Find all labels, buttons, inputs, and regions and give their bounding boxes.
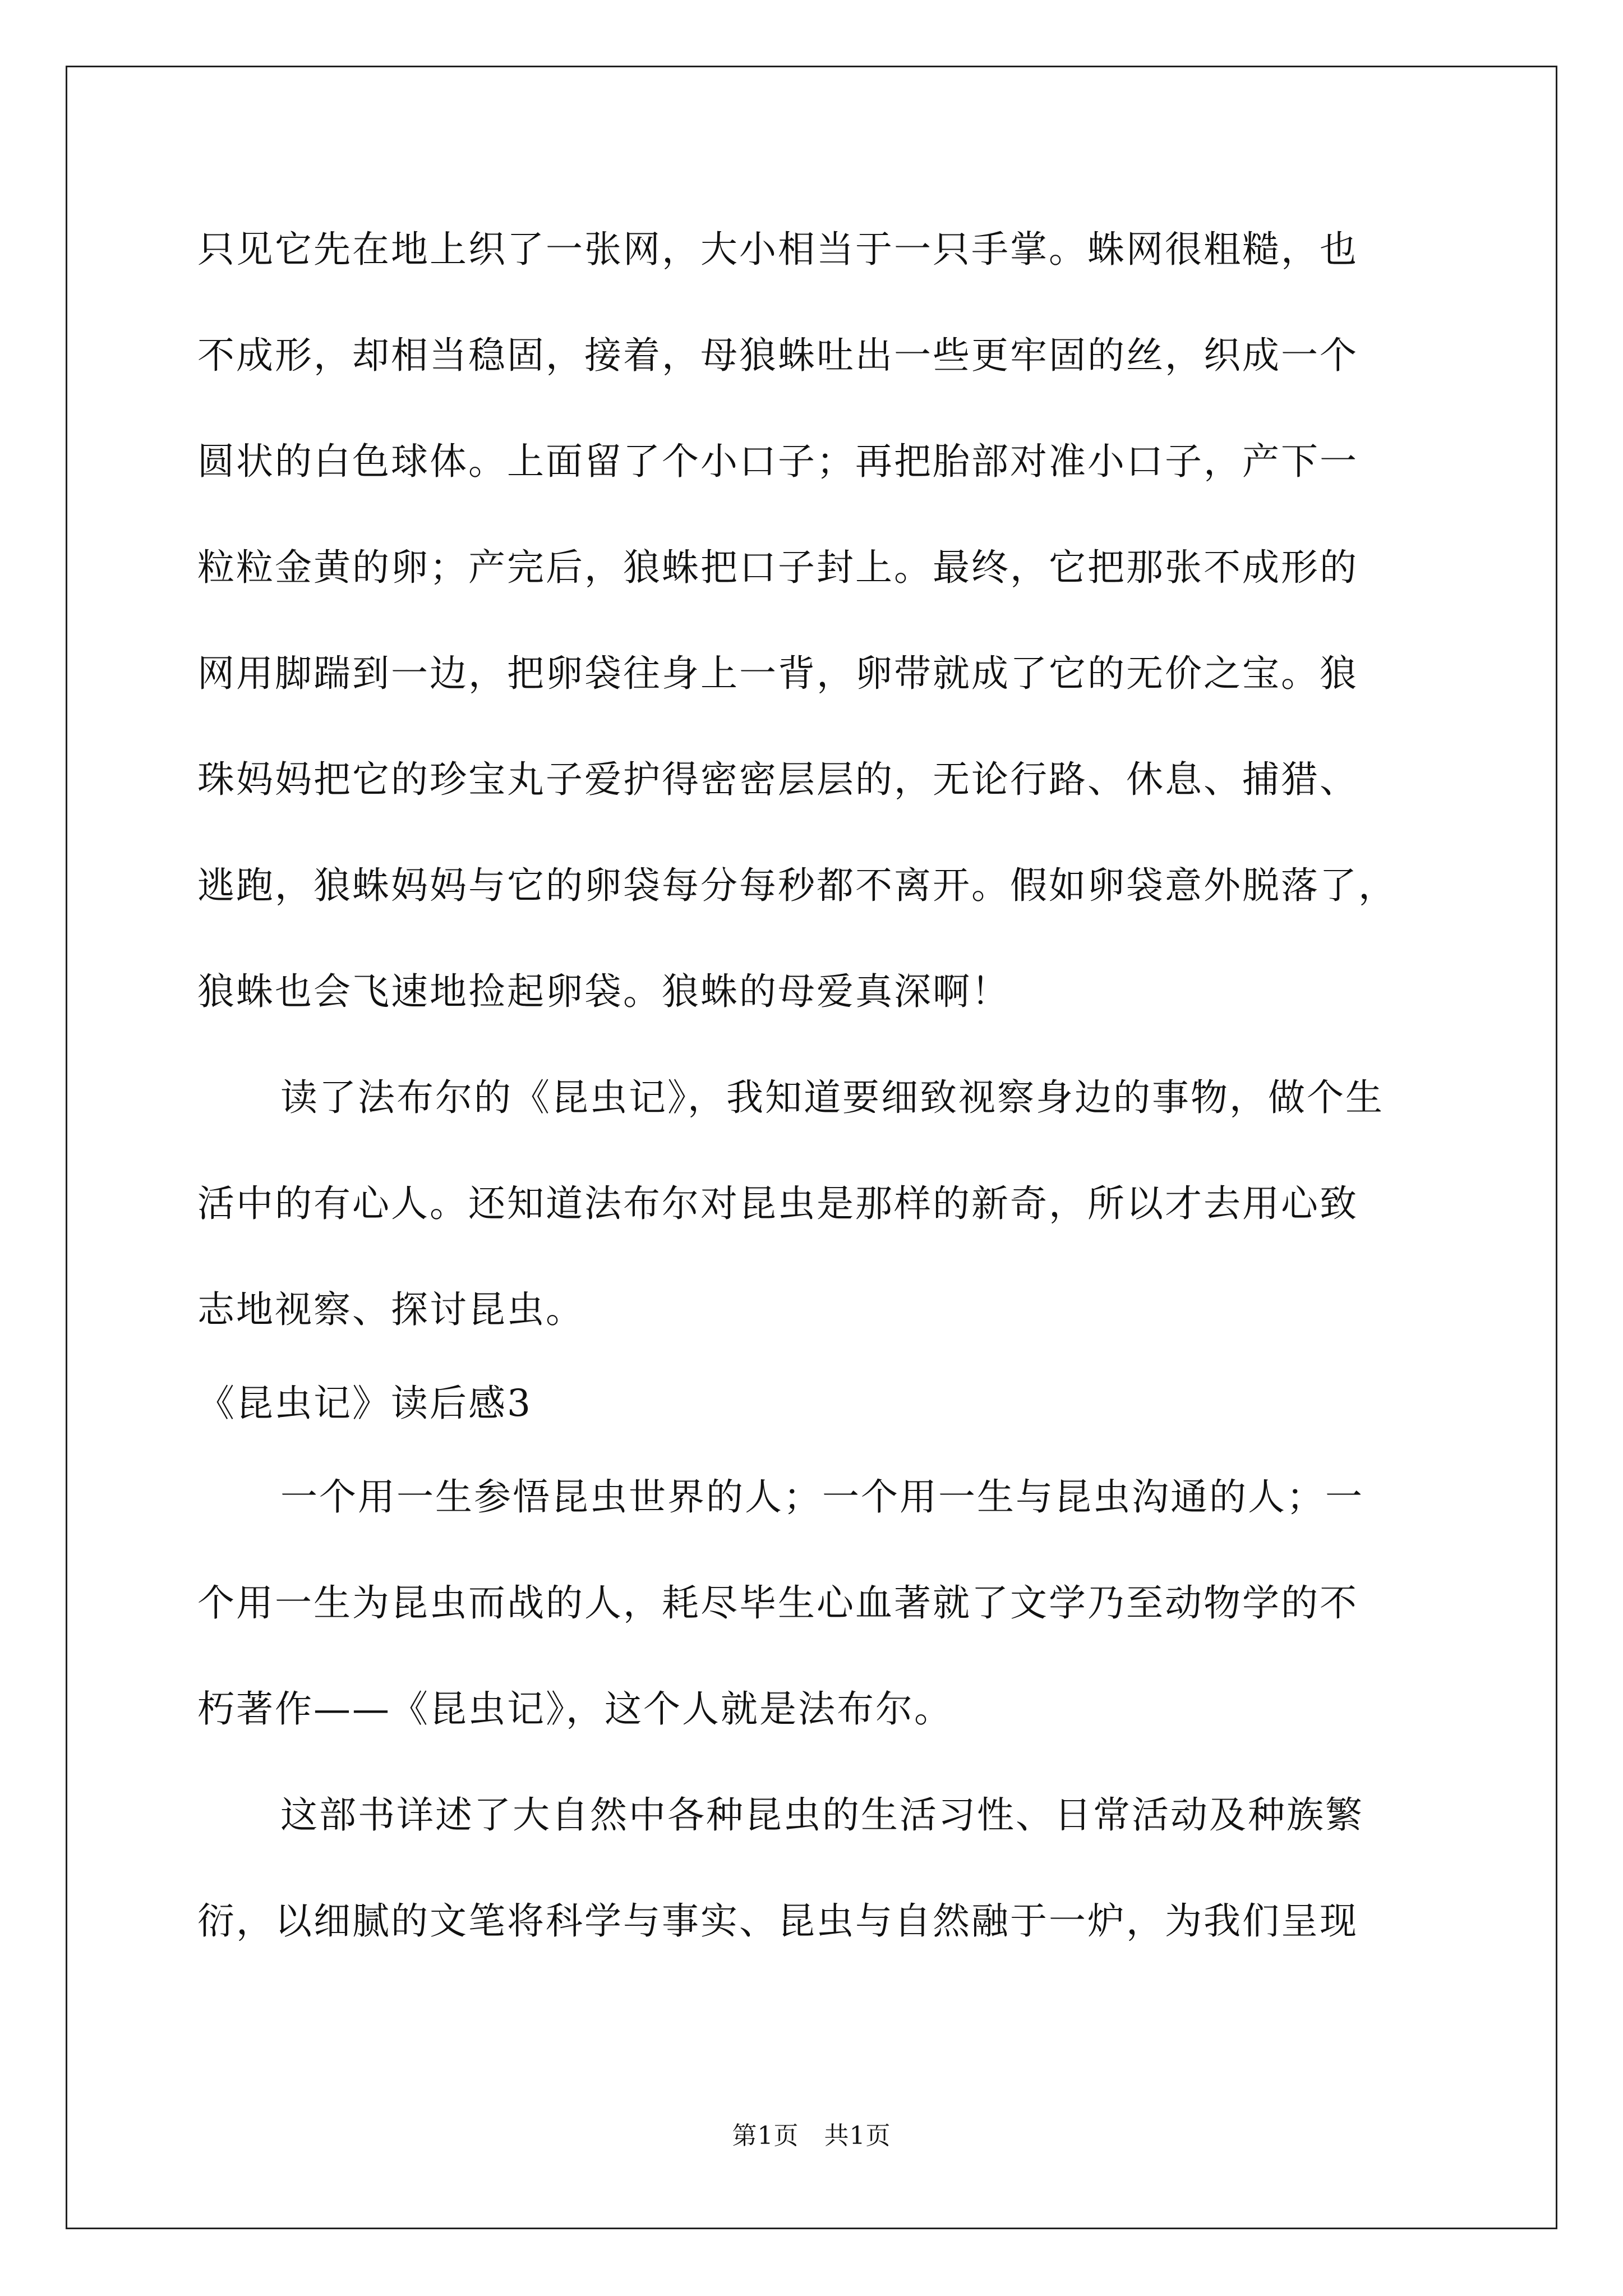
paragraph-1-line-8: 狼蛛也会飞速地捡起卵袋。狼蛛的母爱真深啊！ xyxy=(197,970,1010,1013)
paragraph-4-line-2: 衍，以细腻的文笔将科学与事实、昆虫与自然融于一炉，为我们呈现 xyxy=(197,1899,1358,1943)
paragraph-1-line-2: 不成形，却相当稳固，接着，母狼蛛吐出一些更牢固的丝，织成一个 xyxy=(197,334,1358,377)
paragraph-3-line-1: 一个用一生参悟昆虫世界的人；一个用一生与昆虫沟通的人；一 xyxy=(280,1475,1364,1519)
paragraph-1-line-3: 圆状的白色球体。上面留了个小口子；再把胎部对准小口子，产下一 xyxy=(197,440,1358,483)
paragraph-3-line-3: 朽著作——《昆虫记》，这个人就是法布尔。 xyxy=(197,1687,953,1731)
paragraph-1-line-4: 粒粒金黄的卵；产完后，狼蛛把口子封上。最终，它把那张不成形的 xyxy=(197,546,1358,589)
paragraph-1-line-5: 网用脚踹到一边，把卵袋往身上一背，卵带就成了它的无价之宝。狼 xyxy=(197,652,1358,695)
paragraph-1-line-7: 逃跑，狼蛛妈妈与它的卵袋每分每秒都不离开。假如卵袋意外脱落了， xyxy=(197,864,1397,907)
paragraph-1-line-1: 只见它先在地上织了一张网，大小相当于一只手掌。蛛网很粗糙，也 xyxy=(197,228,1358,271)
paragraph-2-line-3: 志地视察、探讨昆虫。 xyxy=(197,1288,584,1331)
paragraph-1-line-6: 珠妈妈把它的珍宝丸子爱护得密密层层的，无论行路、休息、捕猎、 xyxy=(197,758,1358,801)
paragraph-2-line-2: 活中的有心人。还知道法布尔对昆虫是那样的新奇，所以才去用心致 xyxy=(197,1182,1358,1225)
paragraph-2-line-1: 读了法布尔的《昆虫记》，我知道要细致视察身边的事物，做个生 xyxy=(280,1076,1384,1119)
paragraph-3-line-2: 个用一生为昆虫而战的人，耗尽毕生心血著就了文学乃至动物学的不 xyxy=(197,1581,1358,1625)
paragraph-4-line-1: 这部书详述了大自然中各种昆虫的生活习性、日常活动及种族繁 xyxy=(280,1793,1364,1837)
page-number-footer: 第1页 共1页 xyxy=(732,2122,891,2150)
section-heading: 《昆虫记》读后感3 xyxy=(197,1382,532,1425)
